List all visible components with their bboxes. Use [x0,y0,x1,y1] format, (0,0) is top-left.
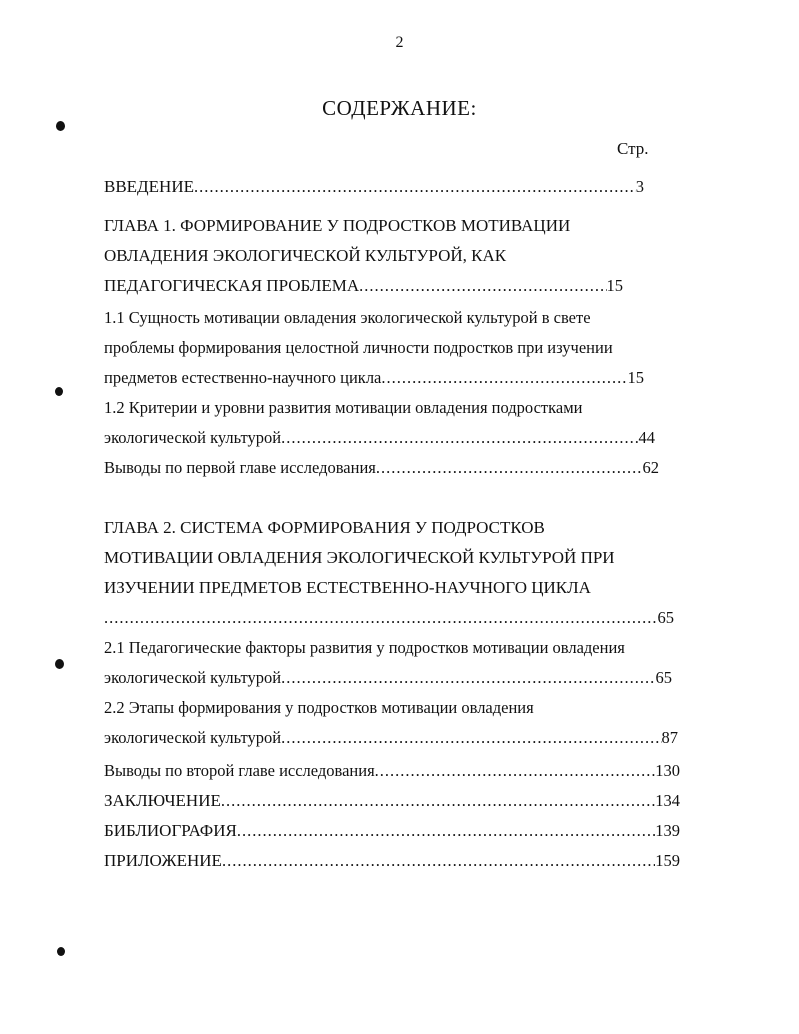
toc-entry-section-1-1[interactable]: 1.1 Сущность мотивации овладения экологической культурой в свете проблемы формирования целостной личности подростков при изучении предметов естественно-научного цикла ..... 15 [104,303,644,393]
leader-dots [194,172,636,202]
leader-dots [376,453,643,483]
scan-speck [57,947,65,956]
leader-dots [281,723,661,753]
leader-dots [281,423,638,453]
toc-entry-chapter-2-conclusions[interactable]: Выводы по второй главе исследования ..... 130 [104,756,680,786]
scan-speck [55,387,63,396]
leader-dots [281,663,655,693]
scan-speck [55,659,64,669]
toc-entry-chapter-1-conclusions[interactable]: Выводы по первой главе исследования ..... 62 [104,453,659,483]
page-title: СОДЕРЖАНИЕ: [322,96,477,120]
toc-entry-section-2-1[interactable]: 2.1 Педагогические факторы развития у подростков мотивации овладения экологической культурой ..... 65 [104,633,672,693]
toc-entry-chapter-2[interactable]: ГЛАВА 2. СИСТЕМА ФОРМИРОВАНИЯ У ПОДРОСТКОВ МОТИВАЦИИ ОВЛАДЕНИЯ ЭКОЛОГИЧЕСКОЙ КУЛЬТУРОЙ ПРИ ИЗУЧЕНИИ ПРЕДМЕТОВ ЕСТЕСТВЕННО-НАУЧНОГО ЦИКЛА ..... 65 [104,513,674,633]
leader-dots [221,786,655,816]
page-column-label: Стр. [617,139,649,158]
scan-speck [56,121,65,131]
leader-dots [104,603,658,633]
toc-entry-introduction[interactable]: ВВЕДЕНИЕ ..... 3 [104,172,644,202]
page-number: 2 [395,34,404,51]
toc-entry-conclusion[interactable]: ЗАКЛЮЧЕНИЕ ..... 134 [104,786,680,816]
leader-dots [222,846,655,876]
leader-dots [359,271,606,301]
toc-entry-chapter-1[interactable]: ГЛАВА 1. ФОРМИРОВАНИЕ У ПОДРОСТКОВ МОТИВАЦИИ ОВЛАДЕНИЯ ЭКОЛОГИЧЕСКОЙ КУЛЬТУРОЙ, КАК ПЕДАГОГИЧЕСКАЯ ПРОБЛЕМА ..... 15 [104,211,623,301]
toc-entry-bibliography[interactable]: БИБЛИОГРАФИЯ ..... 139 [104,816,680,846]
toc-entry-appendix[interactable]: ПРИЛОЖЕНИЕ ..... 159 [104,846,680,876]
leader-dots [237,816,655,846]
leader-dots [381,363,627,393]
toc-entry-section-2-2[interactable]: 2.2 Этапы формирования у подростков мотивации овладения экологической культурой ..... 87 [104,693,678,753]
toc-entry-section-1-2[interactable]: 1.2 Критерии и уровни развития мотивации овладения подростками экологической культурой ..... 44 [104,393,655,453]
leader-dots [375,756,656,786]
toc-block-1 [104,172,644,202]
